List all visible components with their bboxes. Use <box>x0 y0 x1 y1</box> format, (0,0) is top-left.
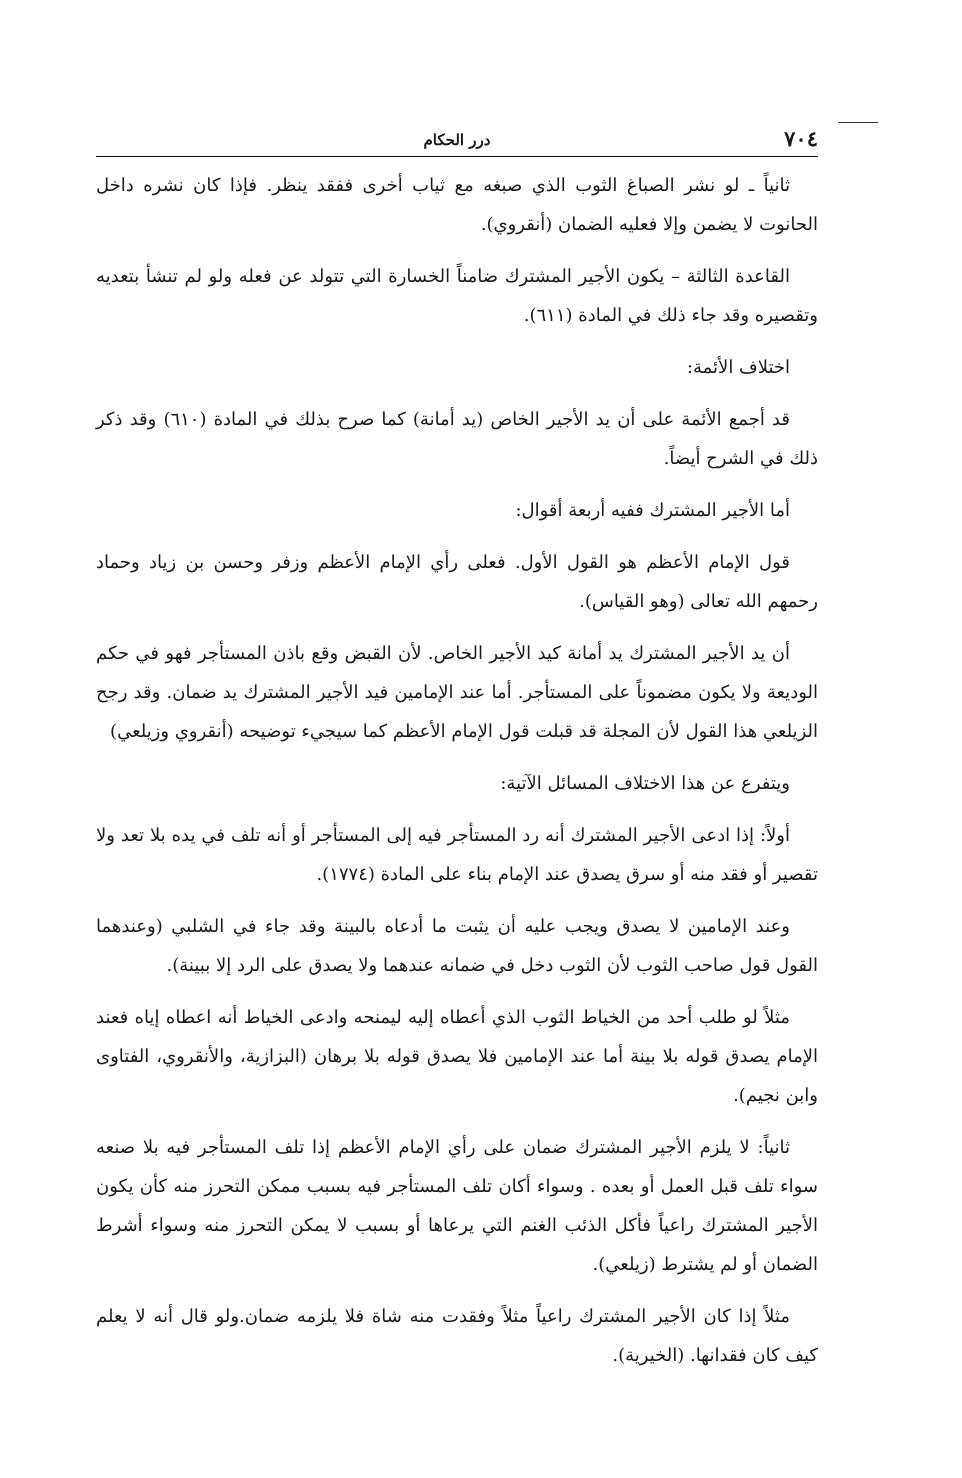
paragraph: ويتفرع عن هذا الاختلاف المسائل الآتية: <box>500 773 790 794</box>
page-body <box>96 166 818 1388</box>
page-edge-mark <box>838 122 878 123</box>
paragraph: وعند الإمامين لا يصدق ويجب عليه أن يثبت ما أدعاه بالبينة وقد جاء في الشلبي (وعندهما القول قول صاحب الثوب لأن الثوب دخل في ضمانه عندهما ولا يصدق على الرد إلا ببينة). <box>96 916 818 976</box>
header-rule <box>96 156 818 157</box>
paragraph: ثانياً: لا يلزم الأجير المشترك ضمان على رأي الإمام الأعظم إذا تلف المستأجر فيه بلا صنعه سواء تلف قبل العمل أو بعده . وسواء أكان تلف المستأجر فيه بسبب ممكن التحرز منه كأن يكون الأجير المشترك راعياً فأكل الذئب الغنم التي يرعاها أو بسبب لا يمكن التحرز منه وسواء أشرط الضمان أو لم يشترط (زيلعي). <box>96 1137 818 1275</box>
paragraph: ثانياً ـ لو نشر الصباغ الثوب الذي صبغه مع ثياب أخرى ففقد ينظر. فإذا كان نشره داخل الحانوت لا يضمن وإلا فعليه الضمان (أنقروي). <box>96 175 818 235</box>
paragraph: أما الأجير المشترك ففيه أربعة أقوال: <box>515 500 790 521</box>
paragraph: أن يد الأجير المشترك يد أمانة كيد الأجير الخاص. لأن القبض وقع باذن المستأجر فهو في حكم الوديعة ولا يكون مضموناً على المستأجر. أما عند الإمامين فيد الأجير المشترك يد ضمان. وقد رجح الزيلعي هذا القول لأن المجلة قد قبلت قول الإمام الأعظم كما سيجيء توضيحه (أنقروي وزيلعي) <box>96 643 818 742</box>
paragraph: قد أجمع الأئمة على أن يد الأجير الخاص (يد أمانة) كما صرح بذلك في المادة (٦١٠) وقد ذكر ذلك في الشرح أيضاً. <box>96 409 818 469</box>
paragraph: القاعدة الثالثة – يكون الأجير المشترك ضامناً الخسارة التي تتولد عن فعله ولو لم تنشأ بتعديه وتقصيره وقد جاء ذلك في المادة (٦١١). <box>96 266 818 326</box>
paragraph: أولاً: إذا ادعى الأجير المشترك أنه رد المستأجر فيه إلى المستأجر أو أنه تلف في يده بلا تعد ولا تقصير أو فقد منه أو سرق يصدق عند الإمام بناء على المادة (١٧٧٤). <box>96 825 818 885</box>
paragraph: مثلاً إذا كان الأجير المشترك راعياً مثلاً وفقدت منه شاة فلا يلزمه ضمان.ولو قال أنه لا يعلم كيف كان فقدانها. (الخيرية). <box>96 1306 818 1366</box>
section-heading: اختلاف الأئمة: <box>686 357 790 378</box>
page-header <box>96 122 818 158</box>
paragraph: قول الإمام الأعظم هو القول الأول. فعلى رأي الإمام الأعظم وزفر وحسن بن زياد وحماد رحمهم الله تعالى (وهو القياس). <box>96 552 818 612</box>
running-title: درر الحكام <box>423 131 491 149</box>
paragraph: مثلاً لو طلب أحد من الخياط الثوب الذي أعطاه إليه ليمنحه وادعى الخياط أنه اعطاه إياه فعند الإمام يصدق قوله بلا بينة أما عند الإمامين فلا يصدق قوله بلا برهان (البزازية، والأنقروي، الفتاوى وابن نجيم). <box>96 1007 819 1106</box>
page-number: ٧٠٤ <box>784 126 818 151</box>
